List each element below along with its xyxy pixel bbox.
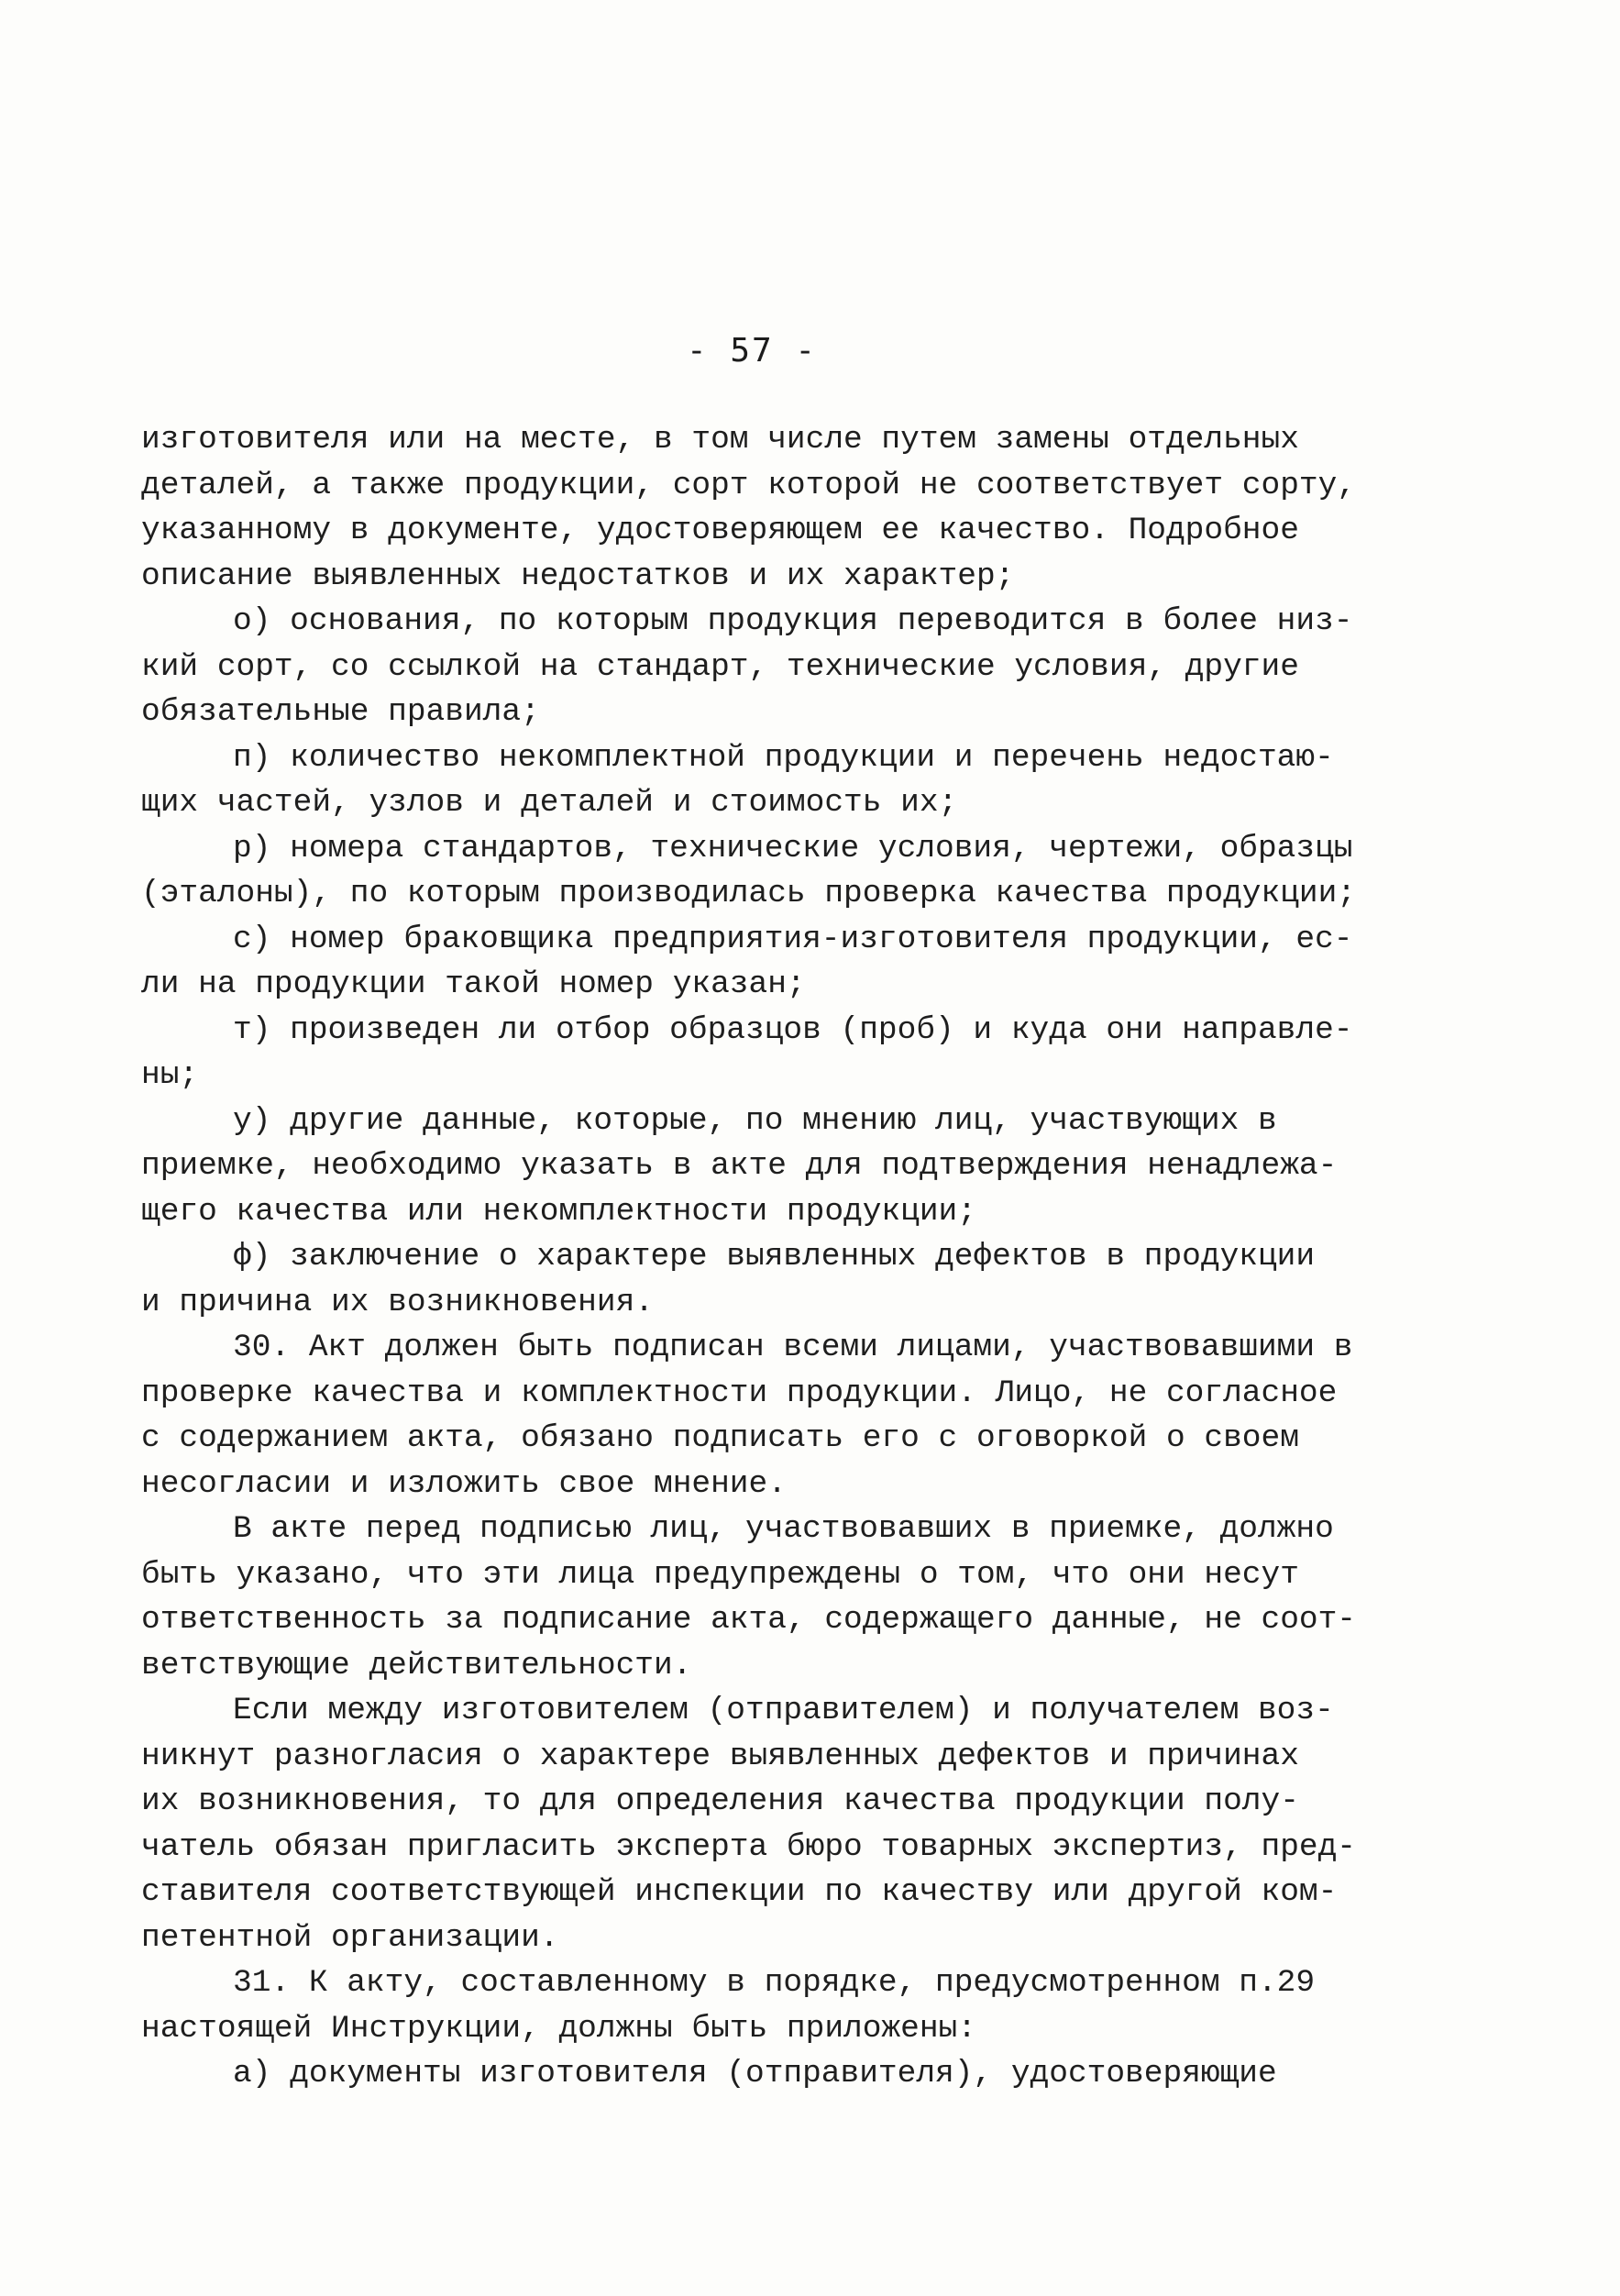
text-line: ветствующие действительности. <box>141 1647 692 1683</box>
text-line: а) документы изготовителя (отправителя), удостоверяющие <box>233 2056 1277 2092</box>
text-line: настоящей Инструкции, должны быть приложены: <box>141 2010 976 2047</box>
body-text <box>141 417 1370 2097</box>
text-line: 31. К акту, составленному в порядке, предусмотренном п.29 <box>233 1965 1316 2001</box>
text-line: несогласии и изложить свое мнение. <box>141 1465 787 1502</box>
text-line: быть указано, что эти лица предупреждены о том, что они несут <box>141 1556 1299 1593</box>
text-line: петентной организации. <box>141 1919 559 1956</box>
text-line: проверке качества и комплектности продукции. Лицо, не согласное <box>141 1374 1338 1411</box>
text-line: деталей, а также продукции, сорт которой не соответствует сорту, <box>141 467 1357 503</box>
text-line: указанному в документе, удостоверяющем ее качество. Подробное <box>141 513 1299 548</box>
text-line: о) основания, по которым продукция переводится в более низ- <box>233 603 1353 639</box>
text-line: у) другие данные, которые, по мнению лиц, участвующих в <box>233 1102 1277 1139</box>
text-line: ны; <box>141 1057 199 1093</box>
text-line: с содержанием акта, обязано подписать его с оговоркой о своем <box>141 1420 1299 1456</box>
text-line: и причина их возникновения. <box>141 1284 654 1320</box>
text-line: кий сорт, со ссылкой на стандарт, технические условия, другие <box>141 648 1299 685</box>
text-line: т) произведен ли отбор образцов (проб) и куда они направле- <box>233 1011 1353 1048</box>
page-number: - 57 - <box>686 332 818 370</box>
text-line: чатель обязан пригласить эксперта бюро товарных экспертиз, пред- <box>141 1828 1357 1865</box>
text-line: ответственность за подписание акта, содержащего данные, не соот- <box>141 1602 1357 1638</box>
text-line: их возникновения, то для определения качества продукции полу- <box>141 1783 1299 1819</box>
text-line: ф) заключение о характере выявленных дефектов в продукции <box>233 1239 1316 1275</box>
text-line: обязательные правила; <box>141 694 540 730</box>
text-line: ли на продукции такой номер указан; <box>141 966 806 1002</box>
text-line: изготовителя или на месте, в том числе путем замены отдельных <box>141 422 1299 458</box>
text-line: п) количество некомплектной продукции и перечень недостаю- <box>233 739 1334 776</box>
text-line: щих частей, узлов и деталей и стоимость их; <box>141 785 958 821</box>
text-line: Если между изготовителем (отправителем) и получателем воз- <box>233 1693 1334 1728</box>
text-line: с) номер браковщика предприятия-изготовителя продукции, ес- <box>233 921 1353 957</box>
text-line: щего качества или некомплектности продукции; <box>141 1193 976 1230</box>
text-line: ставителя соответствующей инспекции по качеству или другой ком- <box>141 1874 1338 1910</box>
text-line: никнут разногласия о характере выявленных дефектов и причинах <box>141 1738 1299 1774</box>
text-line: В акте перед подписью лиц, участвовавших в приемке, должно <box>233 1511 1334 1547</box>
text-line: приемке, необходимо указать в акте для подтверждения ненадлежа- <box>141 1148 1338 1184</box>
text-line: (эталоны), по которым производилась проверка качества продукции; <box>141 876 1357 911</box>
text-line: р) номера стандартов, технические условия, чертежи, образцы <box>233 830 1353 867</box>
text-line: описание выявленных недостатков и их характер; <box>141 557 1015 594</box>
text-line: 30. Акт должен быть подписан всеми лицами, участвовавшими в <box>233 1330 1353 1365</box>
